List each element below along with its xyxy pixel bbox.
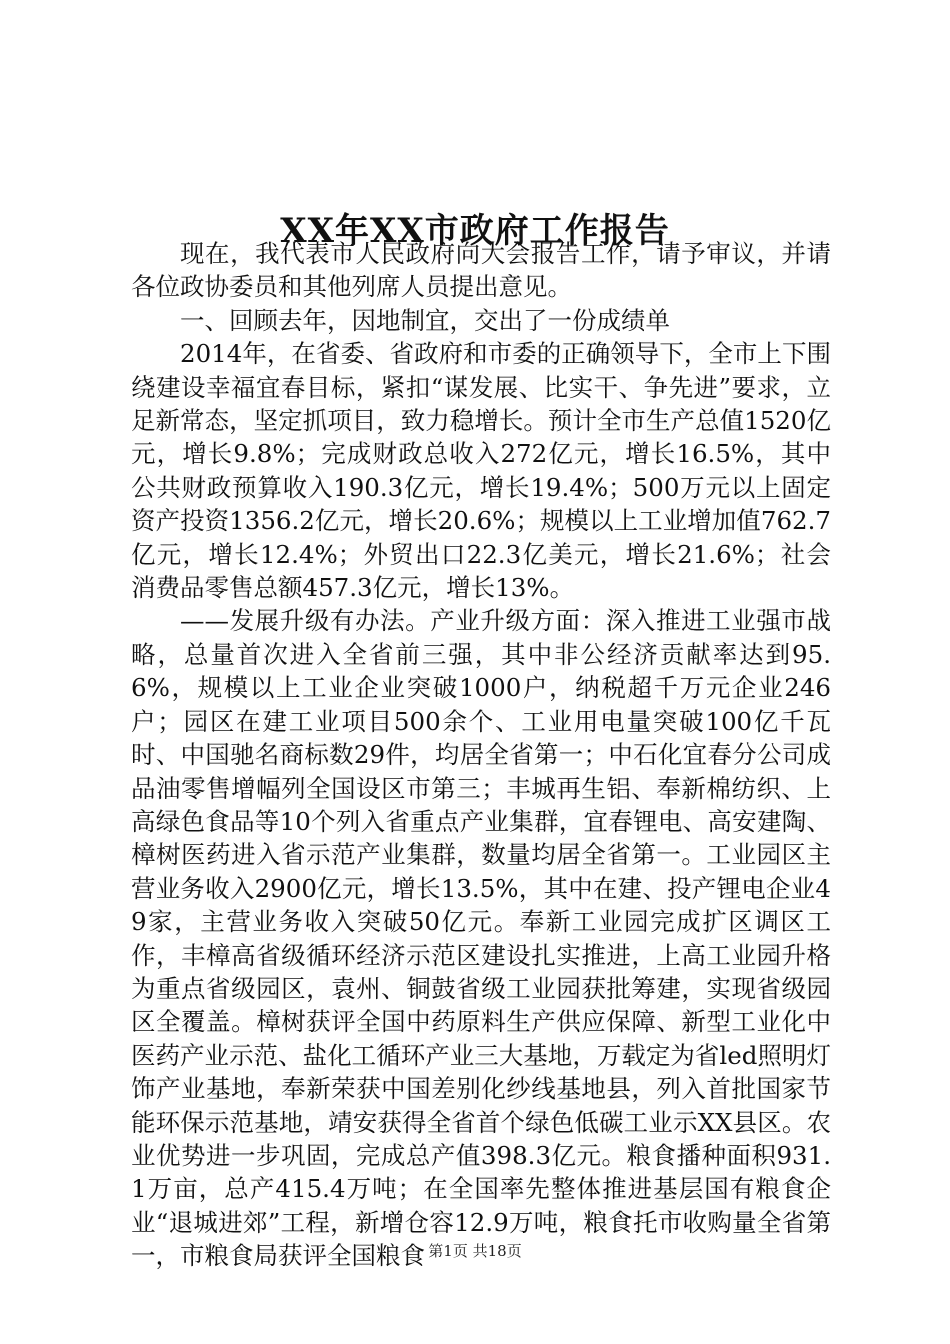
document-title: XX年XX市政府工作报告 [280,210,670,251]
paragraph-intro: 现在，我代表市人民政府向大会报告工作，请予审议，并请各位政协委员和其他列席人员提出意见。 [131,239,831,302]
page-number: 第1页 共18页 [428,1242,522,1260]
section-heading: 一、回顾去年，因地制宜，交出了一份成绩单 [180,305,670,335]
paragraph-development: ——发展升级有办法。产业升级方面：深入推进工业强市战略，总量首次进入全省前三强，其中非公经济贡献率达到95.6%，规模以上工业企业突破1000户，纳税超千万元企业246户；园区在建工业项目500余个、工业用电量突破100亿千瓦时、中国驰名商标数29件，均居全省第一；中石化宜春分公司成品油零售增幅列全国设区市第三；丰城再生铝、奉新棉纺织、上高绿色食品等10个列入省重点产业集群，宜春锂电、高安建陶、樟树医药进入省示范产业集群，数量均居全省第一。工业园区主营业务收入2900亿元，增长13.5%，其中在建、投产锂电企业49家，主营业务收入突破50亿元。奉新工业园完成扩区调区工作，丰樟高省级循环经济示范区建设扎实推进，上高工业园升格为重点省级园区，袁州、铜鼓省级工业园获批筹建，实现省级园区全覆盖。樟树获评全国中药原料生产供应保障、新型工业化中医药产业示范、盐化工循环产业三大基地，万载定为省led照明灯饰产业基地，奉新荣获中国差别化纱线基地县，列入首批国家节能环保示范基地，靖安获得全省首个绿色低碳工业示XX县区。农业优势进一步巩固，完成总产值398.3亿元。粮食播种面积931.1万亩，总产415.4万吨；在全国率先整体推进基层国有粮食企业“退城进郊”工程，新增仓容12.9万吨，粮食托市收购量全省第一，市粮食局获评全国粮食 [131,606,831,1271]
paragraph-summary: 2014年，在省委、省政府和市委的正确领导下，全市上下围绕建设幸福宜春目标，紧扣“谋发展、比实干、争先进”要求，立足新常态，坚定抓项目，致力稳增长。预计全市生产总值1520亿元，增长9.8%；完成财政总收入272亿元，增长16.5%，其中公共财政预算收入190.3亿元，增长19.4%；500万元以上固定资产投资1356.2亿元，增长20.6%；规模以上工业增加值762.7亿元，增长12.4%；外贸出口22.3亿美元，增长21.6%；社会消费品零售总额457.3亿元，增长13%。 [131,339,831,603]
document-body [131,237,831,1273]
